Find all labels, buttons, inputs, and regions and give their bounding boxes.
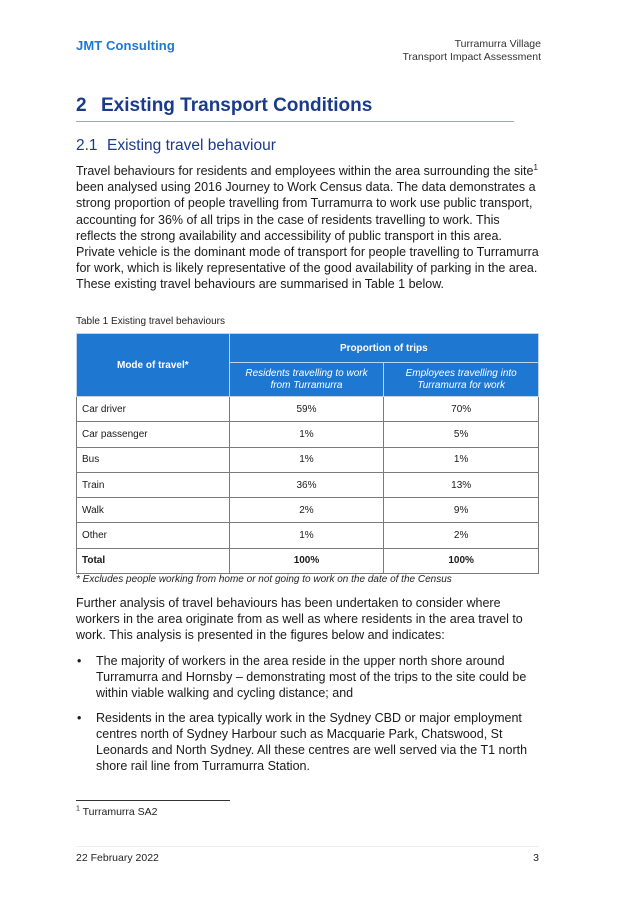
- mode-cell: Train: [77, 472, 230, 497]
- travel-behaviour-table: [76, 333, 539, 574]
- footer-divider: [76, 846, 539, 847]
- total-employees-cell: 100%: [384, 548, 539, 573]
- employees-cell: 70%: [384, 397, 539, 422]
- employees-cell: 1%: [384, 447, 539, 472]
- section-number: 2: [76, 95, 87, 116]
- analysis-paragraph: Further analysis of travel behaviours has been undertaken to consider where workers in the area originate from as well as where residents in the area travel to work. This analysis is presented in the figures below and indicates:: [76, 596, 523, 643]
- list-item: [76, 653, 541, 702]
- employees-column-header: Employees travelling into Turramurra for work: [384, 363, 539, 397]
- section-heading: [76, 95, 372, 117]
- mode-column-header: Mode of travel*: [77, 334, 230, 397]
- total-label-cell: Total: [77, 548, 230, 573]
- mode-cell: Bus: [77, 447, 230, 472]
- employees-cell: 13%: [384, 472, 539, 497]
- document-title-line2: Transport Impact Assessment: [402, 51, 541, 63]
- residents-cell: 59%: [229, 397, 384, 422]
- residents-cell: 36%: [229, 472, 384, 497]
- page-number: 3: [533, 852, 539, 864]
- footnote-mark: 1: [76, 805, 80, 813]
- table-row: [77, 397, 539, 422]
- subsection-heading: [76, 137, 276, 155]
- mode-cell: Car driver: [77, 397, 230, 422]
- footnote-reference[interactable]: 1: [533, 162, 538, 172]
- subsection-title: Existing travel behaviour: [107, 137, 276, 154]
- residents-cell: 1%: [229, 422, 384, 447]
- employees-cell: 5%: [384, 422, 539, 447]
- footnote-divider: [76, 800, 230, 801]
- table-row: [77, 422, 539, 447]
- table-note: * Excludes people working from home or not going to work on the date of the Census: [76, 574, 452, 585]
- document-header: [403, 38, 542, 64]
- section-divider: [76, 121, 514, 122]
- mode-cell: Other: [77, 523, 230, 548]
- findings-list: [76, 653, 541, 782]
- employees-cell: 2%: [384, 523, 539, 548]
- company-logo: JMT Consulting: [76, 38, 175, 53]
- table-total-row: [77, 548, 539, 573]
- bullet-icon: •: [77, 710, 82, 725]
- table-row: [77, 472, 539, 497]
- list-item-text: The majority of workers in the area reside in the upper north shore around Turramurra and Hornsby – demonstrating most of the trips to the site could be within viable walking and cycling distance; and: [96, 654, 527, 701]
- section-title: Existing Transport Conditions: [101, 95, 373, 116]
- table-caption: Table 1 Existing travel behaviours: [76, 316, 225, 327]
- table-row: [77, 523, 539, 548]
- intro-text-part1: Travel behaviours for residents and employees within the area surrounding the site: [76, 164, 534, 178]
- mode-cell: Car passenger: [77, 422, 230, 447]
- total-residents-cell: 100%: [229, 548, 384, 573]
- footnote: [76, 806, 158, 818]
- document-title-line1: Turramurra Village: [454, 38, 541, 50]
- residents-cell: 2%: [229, 498, 384, 523]
- proportion-group-header: Proportion of trips: [229, 334, 538, 363]
- footer-date: 22 February 2022: [76, 852, 159, 864]
- mode-cell: Walk: [77, 498, 230, 523]
- bullet-icon: •: [77, 654, 82, 668]
- subsection-number: 2.1: [76, 137, 98, 154]
- employees-cell: 9%: [384, 498, 539, 523]
- residents-cell: 1%: [229, 447, 384, 472]
- table-row: [77, 447, 539, 472]
- footnote-text: Turramurra SA2: [79, 806, 158, 818]
- table-row: [77, 498, 539, 523]
- list-item: [76, 710, 541, 775]
- list-item-text: Residents in the area typically work in the Sydney CBD or major employment centres north of Sydney Harbour such as Macquarie Park, Chatswood, St Leonards and North Sydney. All these centres are well served via the T1 north shore rail line from Turramurra Station.: [96, 710, 528, 774]
- residents-cell: 1%: [229, 523, 384, 548]
- intro-paragraph: [76, 163, 541, 293]
- intro-text-part2: been analysed using 2016 Journey to Work Census data. The data demonstrates a strong proportion of people travelling from Turramurra to work use public transport, accounting for 36% of all trips in the case of residents travelling to work. This reflects the strong availability and accessibility of public transport in this area. Private vehicle is the dominant mode of transport for people travelling to Turramurra for work, which is likely representative of the good availability of parking in the area. These existing travel behaviours are summarised in Table 1 below.: [76, 180, 539, 292]
- residents-column-header: Residents travelling to work from Turramurra: [229, 363, 384, 397]
